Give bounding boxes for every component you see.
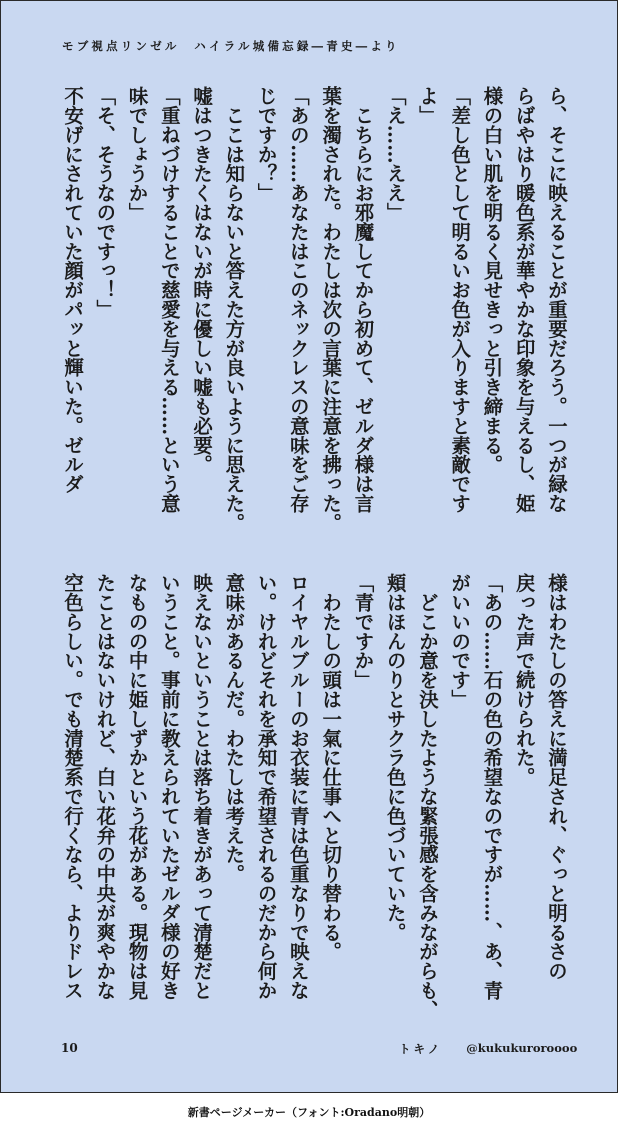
text-column: じですか？」 [254,86,278,203]
text-column: よ」 [415,86,439,125]
text-column: どこか意を決したような緊張感を含みながらも、 [415,573,439,1020]
text-column: わたしの頭は一氣に仕事へと切り替わる。 [319,573,343,961]
text-column: たことはないけれど、白い花弁の中央が爽やかな [93,573,117,1000]
text-column: 意味があるんだ。わたしは考えた。 [222,573,246,884]
text-column: らばやはり暖色系が華やかな印象を与えるし、姫 [512,86,536,513]
text-column: 葉を濁された。わたしは次の言葉に注意を拂った。 [319,86,343,533]
page-number: 10 [61,1041,78,1055]
text-column: こちらにお邪魔してから初めて、ゼルダ様は言 [351,86,375,513]
text-column: 味でしょうか」 [125,86,149,222]
text-column: 「あの……石の色の希望なのですが……、あ、青 [480,573,504,1000]
author-credit [399,1041,577,1057]
text-column: いうこと。事前に教えられていたゼルダ様の好き [157,573,181,1000]
text-column: 「え……ええ」 [383,86,407,222]
upper-text-block [56,86,572,536]
text-column: 「青ですか」 [351,573,375,690]
text-column: 様はわたしの答えに満足され、ぐっと明るさの [545,573,568,981]
text-column: がいいのです」 [448,573,472,709]
text-column: 「あの……あなたはこのネックレスの意味をご存 [286,86,310,513]
text-column: なものの中に姫しずかという花がある。現物は見 [125,573,149,1000]
author-handle: @kukukuroroooo [466,1041,578,1055]
generator-caption: 新書ページメーカー（フォント:Oradano明朝） [187,1106,431,1119]
text-column: 映えないということは落ち着きがあって清楚だと [190,573,214,1000]
lower-text-block [56,573,572,1023]
text-column: 嘘はつきたくはないが時に優しい嘘も必要。 [190,86,214,474]
text-column: ここは知らないと答えた方が良いように思えた。 [222,86,246,533]
text-column: ら、そこに映えることが重要だろう。一つが緑な [545,86,568,513]
text-column: 戻った声で続けられた。 [512,573,536,787]
text-column: 「重ねづけすることで慈愛を与える……という意 [157,86,181,513]
text-column: 頬はほんのりとサクラ色に色づいていた。 [383,573,407,942]
author-name: トキノ [399,1042,443,1056]
text-column: 様の白い肌を明るく見せきっと引き締まる。 [480,86,504,474]
text-column: 不安げにされていた顔がパッと輝いた。ゼルダ [61,86,85,494]
text-column: い。けれどそれを承知で希望されるのだから何か [254,573,278,1000]
running-header: モブ視点リンゼル ハイラル城備忘録―青史―より [62,39,400,53]
text-column: 「差し色として明るいお色が入りますと素敵です [448,86,472,513]
text-column: 「そ、そうなのですっ！」 [93,86,117,319]
text-column: ロイヤルブルーのお衣装に青は色重なりで映えな [286,573,310,1000]
text-column: 空色らしい。でも清楚系で行くなら、よりドレス [61,573,85,1000]
